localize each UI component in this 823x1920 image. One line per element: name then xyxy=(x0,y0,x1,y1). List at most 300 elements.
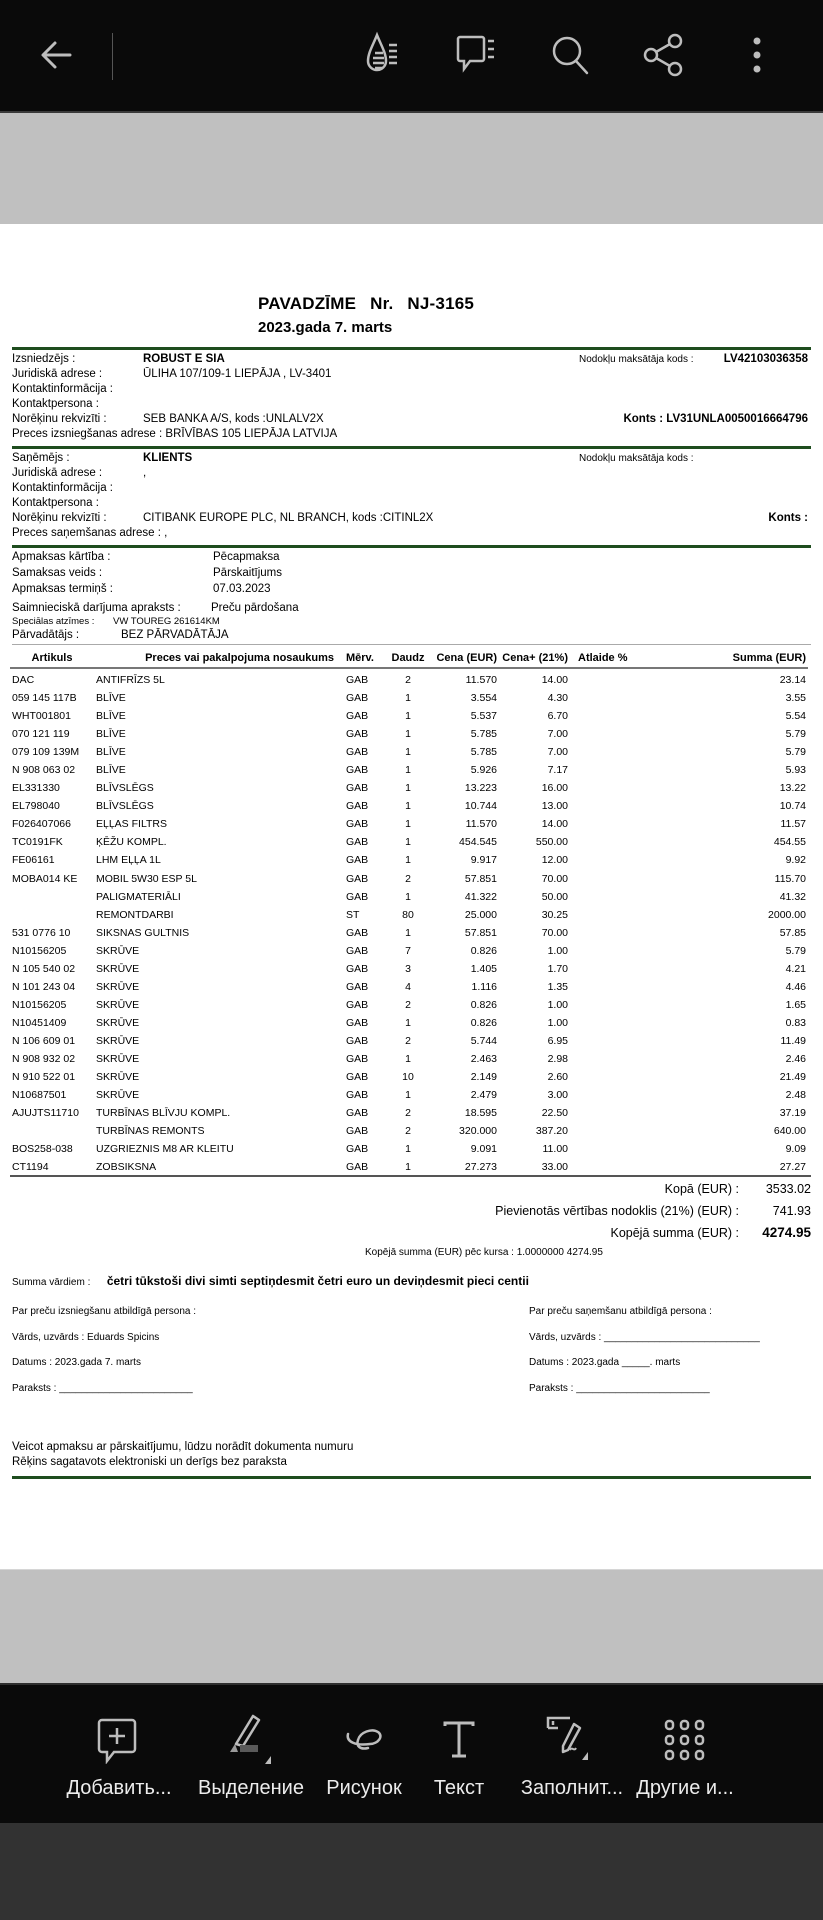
cell-sum: 9.09 xyxy=(785,1143,806,1156)
cell-sum: 13.22 xyxy=(779,782,806,795)
cell-unit: GAB xyxy=(346,800,369,813)
cell-unit: GAB xyxy=(346,746,369,759)
cell-price: 5.785 xyxy=(470,728,497,741)
system-nav-area xyxy=(0,1823,823,1920)
cell-price: 57.851 xyxy=(464,872,497,885)
cell-qty: 1 xyxy=(405,692,411,705)
cell-qty: 1 xyxy=(405,728,411,741)
table-row xyxy=(10,1032,808,1050)
cell-price: 25.000 xyxy=(464,908,497,921)
table-row xyxy=(10,870,808,888)
cell-discount xyxy=(570,906,630,924)
cell-discount xyxy=(570,1014,630,1032)
cell-unit: GAB xyxy=(346,854,369,867)
cell-price: 2.463 xyxy=(470,1053,497,1065)
share-button[interactable] xyxy=(639,30,689,80)
cell-discount xyxy=(570,1032,630,1050)
col-header-qty: Daudz xyxy=(391,651,425,664)
cell-qty: 1 xyxy=(405,764,411,777)
share-icon xyxy=(642,33,686,77)
receive-address: Preces saņemšanas adrese : , xyxy=(12,527,168,539)
cell-article: CT1194 xyxy=(12,1161,49,1174)
cell-qty: 1 xyxy=(405,854,411,867)
supplier-contact-person-label: Kontaktpersona : xyxy=(12,398,99,410)
cell-discount xyxy=(570,779,630,797)
cell-price: 18.595 xyxy=(464,1107,497,1120)
cell-article: N 908 063 02 xyxy=(12,764,76,777)
totals-section xyxy=(495,1178,811,1244)
cell-name: TURBĪNAS REMONTS xyxy=(96,1125,205,1138)
cell-discount xyxy=(570,1104,630,1122)
cell-sum: 5.79 xyxy=(785,944,806,957)
total-value: 4274.95 xyxy=(762,1225,811,1240)
cell-price: 454.545 xyxy=(459,836,497,849)
table-row xyxy=(10,1014,808,1032)
nr-label: Nr. xyxy=(370,294,394,313)
cell-article: N10156205 xyxy=(12,998,67,1011)
cell-unit: GAB xyxy=(346,836,369,849)
cell-price-vat: 14.00 xyxy=(541,674,568,687)
cell-unit: GAB xyxy=(346,764,369,777)
cell-name: BLĪVSLĒGS xyxy=(96,800,154,813)
cell-price: 0.826 xyxy=(470,944,497,957)
more-button[interactable] xyxy=(732,30,782,80)
notes: VW TOUREG 261614KM xyxy=(113,616,220,627)
cell-unit: GAB xyxy=(346,1107,369,1120)
issuer-signature-heading: Par preču izsniegšanu atbildīgā persona : xyxy=(12,1306,197,1317)
cell-name: ANTIFRĪZS 5L xyxy=(96,674,165,687)
supplier-tax-code: LV42103036358 xyxy=(723,353,808,365)
cell-article: N10156205 xyxy=(12,944,67,957)
cell-unit: GAB xyxy=(346,782,369,795)
cell-sum: 1.65 xyxy=(785,998,806,1011)
supplier-address: ŪLIHA 107/109-1 LIEPĀJA , LV-3401 xyxy=(143,368,332,380)
highlighter-icon xyxy=(223,1714,279,1766)
cell-discount xyxy=(570,1122,630,1140)
table-row xyxy=(10,888,808,906)
app-bar-divider xyxy=(112,33,113,80)
cell-sum: 37.19 xyxy=(779,1107,806,1120)
col-header-article: Artikuls xyxy=(31,651,73,664)
cell-qty: 1 xyxy=(405,1053,411,1065)
cell-sum: 27.27 xyxy=(779,1161,806,1174)
receiver-tax-label: Nodokļu maksātāja kods : xyxy=(579,453,694,464)
cell-price: 41.322 xyxy=(464,890,497,903)
cell-discount xyxy=(570,978,630,996)
cell-unit: GAB xyxy=(346,674,369,687)
draw-icon xyxy=(342,1720,386,1760)
receiver-signature-line: Paraksts : ________________________ xyxy=(529,1382,710,1394)
cell-qty: 3 xyxy=(405,962,411,975)
receiver-label: Saņēmējs : xyxy=(12,452,70,464)
cell-name: SKRŪVE xyxy=(96,980,140,993)
table-row xyxy=(10,815,808,833)
cell-price: 57.851 xyxy=(464,926,497,939)
cell-article: FE06161 xyxy=(12,854,55,867)
table-row xyxy=(10,1068,808,1086)
cell-qty: 1 xyxy=(405,1161,411,1174)
cell-price-vat: 70.00 xyxy=(541,872,568,885)
vat-value: 741.93 xyxy=(772,1204,811,1218)
payment-method: Pārskaitījums xyxy=(213,567,283,579)
cell-price-vat: 4.30 xyxy=(547,692,568,705)
cell-price: 2.479 xyxy=(470,1089,497,1102)
cell-qty: 2 xyxy=(405,998,411,1011)
cell-qty: 4 xyxy=(405,980,411,993)
cell-article: N10687501 xyxy=(12,1089,67,1102)
cell-unit: GAB xyxy=(346,1143,369,1156)
doc-number: NJ-3165 xyxy=(407,294,475,313)
cell-discount xyxy=(570,1068,630,1086)
table-row xyxy=(10,1050,808,1068)
divider xyxy=(12,446,811,449)
divider xyxy=(12,1476,811,1479)
cell-price: 27.273 xyxy=(464,1161,497,1174)
cell-qty: 80 xyxy=(402,908,414,921)
cell-name: SIKSNAS GULTNIS xyxy=(96,926,190,939)
cell-unit: GAB xyxy=(346,710,369,723)
cell-name: BLĪVE xyxy=(96,746,126,759)
add-comment-icon xyxy=(97,1716,141,1764)
search-icon xyxy=(549,33,593,77)
cell-price-vat: 33.00 xyxy=(541,1161,568,1174)
cell-sum: 10.74 xyxy=(779,800,806,813)
cell-price-vat: 550.00 xyxy=(535,836,568,849)
cell-article: N 106 609 01 xyxy=(12,1034,76,1047)
document-title xyxy=(258,294,488,314)
cell-discount xyxy=(570,1050,630,1068)
tool-highlight[interactable] xyxy=(192,1715,310,1800)
payment-due: 07.03.2023 xyxy=(213,583,271,595)
table-row xyxy=(10,906,808,924)
rate-line: Kopējā summa (EUR) pēc kursa : 1.0000000 4274.95 xyxy=(365,1247,603,1258)
col-header-unit: Mērv. xyxy=(346,651,374,664)
cell-discount xyxy=(570,689,630,707)
doc-type: PAVADZĪME xyxy=(258,294,357,313)
table-row xyxy=(10,1086,808,1104)
cell-qty: 1 xyxy=(405,890,411,903)
payment-due-label: Apmaksas termiņš : xyxy=(12,583,113,595)
cell-discount xyxy=(570,870,630,888)
cell-price: 11.570 xyxy=(465,674,497,687)
tool-text[interactable] xyxy=(400,1715,518,1800)
cell-article: 059 145 117B xyxy=(12,692,77,705)
supplier-bank-label: Norēķinu rekvizīti : xyxy=(12,413,107,425)
receiver-name: KLIENTS xyxy=(143,452,193,464)
cell-qty: 1 xyxy=(405,746,411,759)
table-row xyxy=(10,851,808,869)
receiver-address: , xyxy=(143,467,147,479)
cell-qty: 1 xyxy=(405,710,411,723)
comments-icon xyxy=(456,31,504,79)
supplier-account: Konts : LV31UNLA0050016664796 xyxy=(623,413,808,425)
cell-discount xyxy=(570,761,630,779)
cell-article: N 908 932 02 xyxy=(12,1053,76,1065)
cell-unit: GAB xyxy=(346,872,369,885)
cell-unit: GAB xyxy=(346,926,369,939)
payment-method-label: Samaksas veids : xyxy=(12,567,103,579)
table-row xyxy=(10,725,808,743)
cell-qty: 2 xyxy=(405,1125,411,1138)
cell-price-vat: 13.00 xyxy=(541,800,568,813)
supplier-tax-label: Nodokļu maksātāja kods : xyxy=(579,354,694,365)
payment-order-label: Apmaksas kārtība : xyxy=(12,551,111,563)
cell-price-vat: 7.00 xyxy=(547,728,568,741)
table-header-divider xyxy=(10,667,808,669)
cell-discount xyxy=(570,851,630,869)
cell-unit: GAB xyxy=(346,980,369,993)
cell-sum: 4.46 xyxy=(785,980,806,993)
cell-unit: GAB xyxy=(346,890,369,903)
table-row xyxy=(10,833,808,851)
cell-article: WHT001801 xyxy=(12,710,71,723)
cell-qty: 2 xyxy=(405,1107,411,1120)
cell-qty: 2 xyxy=(405,872,411,885)
cell-price-vat: 22.50 xyxy=(541,1107,568,1120)
page-gap-top xyxy=(0,113,823,224)
cell-discount xyxy=(570,996,630,1014)
cell-discount xyxy=(570,942,630,960)
cell-sum: 5.54 xyxy=(785,710,806,723)
receiver-signature-heading: Par preču saņemšanu atbildīgā persona : xyxy=(529,1306,712,1317)
document-page[interactable] xyxy=(0,224,823,1569)
cell-price: 5.744 xyxy=(470,1034,497,1047)
cell-name: BLĪVE xyxy=(96,764,126,777)
cell-unit: GAB xyxy=(346,692,369,705)
document-date: 2023.gada 7. marts xyxy=(258,319,393,336)
cell-unit: GAB xyxy=(346,998,369,1011)
dispatch-address: Preces izsniegšanas adrese : BRĪVĪBAS 105 LIEPĀJA LATVIJA xyxy=(12,428,338,440)
table-row xyxy=(10,1140,808,1158)
divider xyxy=(12,347,811,350)
cell-price-vat: 1.70 xyxy=(547,962,568,975)
cell-sum: 5.79 xyxy=(785,728,806,741)
cell-unit: GAB xyxy=(346,1089,369,1102)
receiver-section xyxy=(12,451,811,541)
tool-label: Выделение xyxy=(198,1777,304,1799)
receiver-contact-person-label: Kontaktpersona : xyxy=(12,497,99,509)
cell-name: BLĪVE xyxy=(96,710,126,723)
cell-discount xyxy=(570,797,630,815)
cell-sum: 640.00 xyxy=(773,1125,806,1138)
cell-name: BLĪVE xyxy=(96,728,126,741)
sum-in-words xyxy=(12,1272,529,1290)
cell-article: 531 0776 10 xyxy=(12,926,71,939)
search-button[interactable] xyxy=(546,30,596,80)
more-vertical-icon xyxy=(747,33,767,77)
table-header-row xyxy=(10,648,808,667)
cell-qty: 7 xyxy=(405,944,411,957)
liquid-mode-icon xyxy=(363,31,411,79)
receiver-contact-info-label: Kontaktinformācija : xyxy=(12,482,113,494)
col-header-name: Preces vai pakalpojuma nosaukums xyxy=(145,651,334,664)
cell-price-vat: 12.00 xyxy=(541,854,568,867)
cell-price: 5.537 xyxy=(470,710,497,723)
cell-sum: 11.57 xyxy=(780,818,806,831)
cell-sum: 2.48 xyxy=(785,1089,806,1102)
table-row xyxy=(10,743,808,761)
text-icon xyxy=(441,1718,477,1762)
cell-sum: 57.85 xyxy=(779,926,806,939)
cell-qty: 1 xyxy=(405,1143,411,1156)
cell-qty: 2 xyxy=(405,1034,411,1047)
cell-price: 9.091 xyxy=(470,1143,497,1156)
cell-article: 079 109 139M xyxy=(12,746,80,759)
tool-more[interactable] xyxy=(626,1715,744,1800)
cell-price: 10.744 xyxy=(464,800,497,813)
cell-price: 5.785 xyxy=(470,746,497,759)
cell-price: 9.917 xyxy=(470,854,497,867)
cell-unit: GAB xyxy=(346,944,369,957)
cell-unit: GAB xyxy=(346,1053,369,1065)
table-row xyxy=(10,707,808,725)
tool-label: Текст xyxy=(433,1777,485,1799)
cell-sum: 21.49 xyxy=(779,1071,806,1084)
cell-article: F026407066 xyxy=(12,818,71,831)
issuer-signature-date: Datums : 2023.gada 7. marts xyxy=(12,1357,141,1368)
cell-unit: GAB xyxy=(346,1125,369,1138)
cell-discount xyxy=(570,1140,630,1158)
supplier-contact-info-label: Kontaktinformācija : xyxy=(12,383,113,395)
cell-article: DAC xyxy=(12,674,35,687)
cell-sum: 5.93 xyxy=(785,764,806,777)
transaction-desc: Preču pārdošana xyxy=(211,602,299,614)
cell-name: ĶĒŽU KOMPL. xyxy=(96,836,167,849)
receiver-signature-date: Datums : 2023.gada _____. marts xyxy=(529,1357,681,1368)
cell-qty: 1 xyxy=(405,800,411,813)
back-button[interactable] xyxy=(31,30,81,80)
cell-price-vat: 1.00 xyxy=(547,998,568,1011)
cell-article: N 105 540 02 xyxy=(12,962,76,975)
cell-name: SKRŪVE xyxy=(96,1053,140,1065)
receiver-signature-name: Vārds, uzvārds : ____________________________ xyxy=(529,1331,760,1343)
receiver-address-label: Juridiskā adrese : xyxy=(12,467,103,479)
total-label: Kopējā summa (EUR) : xyxy=(610,1226,739,1240)
cell-sum: 0.83 xyxy=(785,1016,806,1029)
cell-price-vat: 6.70 xyxy=(547,710,568,723)
cell-discount xyxy=(570,1158,630,1176)
cell-price-vat: 3.00 xyxy=(547,1089,568,1102)
table-row xyxy=(10,924,808,942)
issuer-signature-line: Paraksts : ________________________ xyxy=(12,1382,193,1394)
cell-price: 5.926 xyxy=(470,764,497,777)
cell-price: 0.826 xyxy=(470,998,497,1011)
tool-add-comment[interactable] xyxy=(60,1715,178,1800)
items-table xyxy=(10,648,808,1176)
cell-price: 320.000 xyxy=(459,1125,497,1138)
vat-label: Pievienotās vērtības nodoklis (21%) (EUR) : xyxy=(495,1204,739,1218)
table-row xyxy=(10,761,808,779)
cell-discount xyxy=(570,743,630,761)
table-row xyxy=(10,1122,808,1140)
notes-label: Speciālas atzīmes : xyxy=(12,616,95,627)
cell-sum: 9.92 xyxy=(785,854,806,867)
cell-price-vat: 2.98 xyxy=(547,1053,568,1065)
cell-price-vat: 1.00 xyxy=(547,944,568,957)
receiver-account: Konts : xyxy=(768,512,808,524)
cell-price: 13.223 xyxy=(464,782,497,795)
footer-line-1: Veicot apmaksu ar pārskaitījumu, lūdzu norādīt dokumenta numuru xyxy=(12,1441,354,1453)
cell-qty: 2 xyxy=(405,674,411,687)
cell-discount xyxy=(570,725,630,743)
table-row xyxy=(10,942,808,960)
cell-sum: 454.55 xyxy=(773,836,806,849)
cell-price-vat: 1.00 xyxy=(547,1016,568,1029)
cell-name: LHM EĻĻA 1L xyxy=(96,854,161,867)
issuer-label: Izsniedzējs : xyxy=(12,353,76,365)
cell-unit: GAB xyxy=(346,1071,369,1084)
table-bottom-divider xyxy=(10,1175,811,1177)
cell-article: EL331330 xyxy=(12,782,60,795)
cell-name: BLĪVE xyxy=(96,692,126,705)
footer-note xyxy=(12,1440,353,1470)
cell-price-vat: 14.00 xyxy=(541,818,568,831)
col-header-price: Cena (EUR) xyxy=(436,651,497,664)
cell-qty: 1 xyxy=(405,1016,411,1029)
cell-unit: GAB xyxy=(346,1034,369,1047)
back-arrow-icon xyxy=(36,35,76,75)
supplier-address-label: Juridiskā adrese : xyxy=(12,368,103,380)
cell-sum: 4.21 xyxy=(785,962,806,975)
cell-unit: GAB xyxy=(346,1016,369,1029)
table-row xyxy=(10,978,808,996)
cell-qty: 10 xyxy=(402,1071,414,1084)
page-gap-bottom xyxy=(0,1569,823,1683)
cell-article: AJUJTS11710 xyxy=(12,1107,79,1120)
table-row xyxy=(10,689,808,707)
carrier-label: Pārvadātājs : xyxy=(12,629,80,641)
cell-sum: 41.32 xyxy=(779,890,806,903)
tool-label: Другие и... xyxy=(636,1777,734,1799)
cell-article xyxy=(10,1122,94,1140)
cell-qty: 1 xyxy=(405,818,411,831)
table-row xyxy=(10,960,808,978)
cell-price-vat: 1.35 xyxy=(547,980,568,993)
cell-price-vat: 16.00 xyxy=(541,782,568,795)
table-row xyxy=(10,1158,808,1176)
payment-section xyxy=(12,550,811,643)
cell-article: N 101 243 04 xyxy=(12,980,76,993)
issuer-signature-name: Vārds, uzvārds : Eduards Spicins xyxy=(12,1331,160,1343)
cell-name: TURBĪNAS BLĪVJU KOMPL. xyxy=(96,1107,231,1120)
cell-sum: 3.55 xyxy=(785,692,806,705)
issuer-signature-block xyxy=(12,1299,196,1401)
cell-sum: 115.70 xyxy=(774,872,806,885)
fill-sign-icon xyxy=(544,1714,600,1766)
cell-price: 0.826 xyxy=(470,1016,497,1029)
col-header-discount: Atlaide % xyxy=(578,651,628,664)
tool-label: Рисунок xyxy=(326,1777,402,1799)
cell-qty: 1 xyxy=(405,836,411,849)
issuer-name: ROBUST E SIA xyxy=(143,353,225,365)
cell-article: EL798040 xyxy=(12,800,60,813)
cell-article xyxy=(10,906,94,924)
tool-fill-sign[interactable] xyxy=(513,1715,631,1800)
supplier-bank: SEB BANKA A/S, kods :UNLALV2X xyxy=(143,413,324,425)
cell-name: PALIGMATERIĀLI xyxy=(96,890,181,903)
cell-article: N 910 522 01 xyxy=(12,1071,76,1084)
divider xyxy=(12,644,811,645)
liquid-mode-button[interactable] xyxy=(362,30,412,80)
table-row xyxy=(10,1104,808,1122)
subtotal-label: Kopā (EUR) : xyxy=(664,1182,739,1196)
cell-article: TC0191FK xyxy=(12,836,63,849)
cell-name: EĻĻAS FILTRS xyxy=(96,818,167,831)
comments-button[interactable] xyxy=(455,30,505,80)
cell-price-vat: 7.00 xyxy=(547,746,568,759)
tool-label: Добавить... xyxy=(66,1777,172,1799)
transaction-desc-label: Saimnieciskā darījuma apraksts : xyxy=(12,602,181,614)
